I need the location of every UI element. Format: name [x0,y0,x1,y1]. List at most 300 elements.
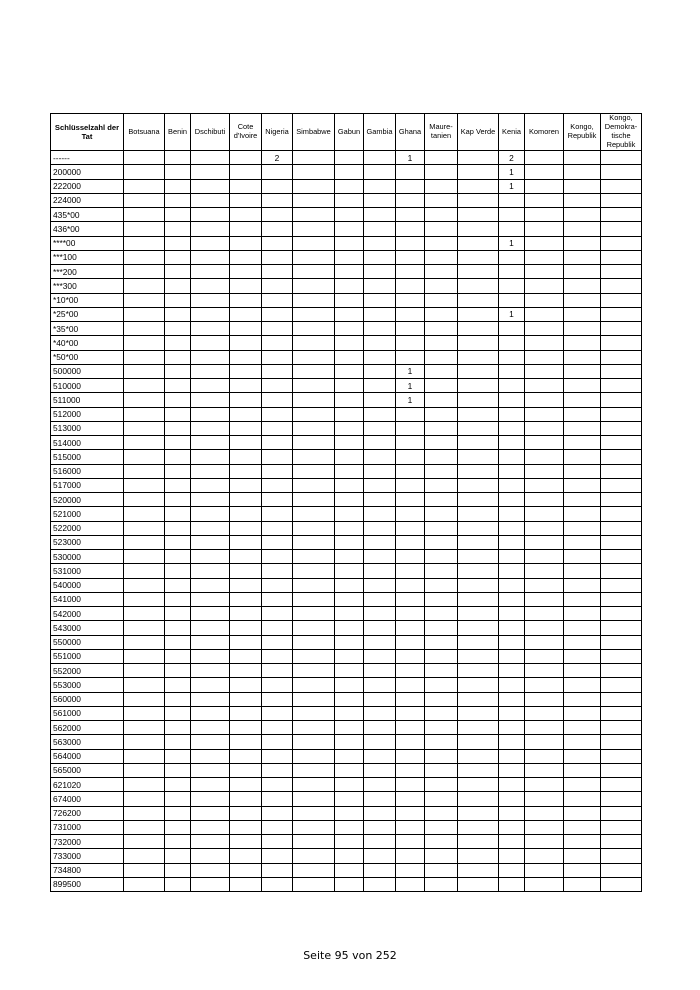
count-cell [601,792,642,806]
count-cell [601,507,642,521]
count-cell [335,236,364,250]
count-cell [124,678,165,692]
count-cell: 1 [499,165,525,179]
count-cell [262,179,293,193]
count-cell [525,735,564,749]
country-column-header: Kongo, Demokra- tische Republik [601,114,642,151]
count-cell [425,293,458,307]
count-cell [124,721,165,735]
count-cell [601,322,642,336]
count-cell [425,222,458,236]
count-cell [396,535,425,549]
header-row [51,114,642,151]
count-cell [458,407,499,421]
count-cell [262,592,293,606]
count-cell [262,763,293,777]
count-cell [525,706,564,720]
count-cell [564,863,601,877]
count-cell [499,464,525,478]
table-row [51,735,642,749]
count-cell [230,806,262,820]
count-cell [165,635,191,649]
count-cell [364,820,396,834]
count-cell [601,165,642,179]
count-cell [335,692,364,706]
count-cell [230,635,262,649]
table-row [51,464,642,478]
count-cell [425,607,458,621]
count-cell [425,436,458,450]
count-cell [564,692,601,706]
count-cell [396,706,425,720]
count-cell [364,279,396,293]
count-cell [165,564,191,578]
count-cell: 2 [262,151,293,165]
count-cell [601,336,642,350]
count-cell [458,165,499,179]
count-cell [425,193,458,207]
count-cell [396,464,425,478]
count-cell [364,364,396,378]
table-row [51,635,642,649]
count-cell [293,421,335,435]
count-cell [364,450,396,464]
count-cell [601,436,642,450]
count-cell [335,336,364,350]
count-cell [262,635,293,649]
count-cell [499,778,525,792]
count-cell [124,307,165,321]
count-cell [191,450,230,464]
count-cell [499,279,525,293]
count-cell [165,322,191,336]
count-cell [165,692,191,706]
offense-key-cell: 543000 [51,621,124,635]
count-cell [564,721,601,735]
count-cell [124,265,165,279]
count-cell [364,250,396,264]
count-cell [293,820,335,834]
count-cell [191,649,230,663]
count-cell [458,322,499,336]
count-cell [564,407,601,421]
count-cell [293,564,335,578]
count-cell [165,863,191,877]
count-cell [525,778,564,792]
count-cell [335,706,364,720]
count-cell [396,436,425,450]
offense-key-cell: 512000 [51,407,124,421]
count-cell [262,564,293,578]
count-cell [425,692,458,706]
count-cell [396,222,425,236]
count-cell [601,193,642,207]
count-cell [191,407,230,421]
count-cell [293,835,335,849]
count-cell [425,749,458,763]
count-cell [124,436,165,450]
count-cell [396,735,425,749]
offense-key-cell: 551000 [51,649,124,663]
count-cell [335,379,364,393]
count-cell [525,421,564,435]
count-cell [335,279,364,293]
count-cell [335,350,364,364]
count-cell [458,721,499,735]
count-cell [396,336,425,350]
count-cell [396,835,425,849]
count-cell [124,863,165,877]
offense-key-cell: 531000 [51,564,124,578]
count-cell [499,763,525,777]
count-cell [499,507,525,521]
offense-key-cell: 510000 [51,379,124,393]
count-cell [425,379,458,393]
table-row [51,820,642,834]
count-cell [601,179,642,193]
count-cell [364,493,396,507]
count-cell [230,179,262,193]
count-cell [364,635,396,649]
count-cell [191,336,230,350]
count-cell [230,336,262,350]
offense-key-cell: 540000 [51,578,124,592]
count-cell [364,193,396,207]
count-cell [564,364,601,378]
count-cell [293,236,335,250]
count-cell [335,393,364,407]
count-cell [262,706,293,720]
country-column-header: Benin [165,114,191,151]
count-cell [124,706,165,720]
count-cell [601,849,642,863]
count-cell [396,407,425,421]
count-cell [230,820,262,834]
count-cell [262,307,293,321]
count-cell [458,578,499,592]
count-cell [165,379,191,393]
count-cell [564,649,601,663]
count-cell [230,236,262,250]
count-cell [165,478,191,492]
table-row [51,521,642,535]
count-cell [124,820,165,834]
count-cell [165,507,191,521]
count-cell [564,436,601,450]
count-cell [601,535,642,549]
count-cell [165,749,191,763]
count-cell [191,151,230,165]
count-cell [165,265,191,279]
count-cell [425,165,458,179]
count-cell [458,820,499,834]
count-cell [525,820,564,834]
count-cell [191,165,230,179]
count-cell [458,493,499,507]
count-cell [525,151,564,165]
count-cell [458,664,499,678]
count-cell [425,578,458,592]
count-cell [335,635,364,649]
count-cell [124,792,165,806]
count-cell [124,151,165,165]
count-cell [230,835,262,849]
count-cell [262,535,293,549]
count-cell [293,193,335,207]
count-cell [425,550,458,564]
count-cell [499,806,525,820]
count-cell [335,436,364,450]
count-cell [293,735,335,749]
table-row [51,578,642,592]
table-row [51,193,642,207]
count-cell [601,250,642,264]
count-cell [191,592,230,606]
offense-key-cell: 530000 [51,550,124,564]
count-cell [262,621,293,635]
count-cell [601,379,642,393]
count-cell [335,835,364,849]
count-cell [458,151,499,165]
table-row [51,763,642,777]
count-cell [564,564,601,578]
count-cell [499,835,525,849]
count-cell [262,507,293,521]
count-cell [262,421,293,435]
count-cell [335,792,364,806]
count-cell [564,493,601,507]
count-cell [525,493,564,507]
count-cell [499,250,525,264]
count-cell [601,421,642,435]
country-column-header: Botsuana [124,114,165,151]
count-cell [165,806,191,820]
count-cell [165,179,191,193]
count-cell: 1 [396,393,425,407]
count-cell [564,450,601,464]
count-cell [335,521,364,535]
count-cell [191,806,230,820]
count-cell [124,550,165,564]
count-cell [458,607,499,621]
count-cell [525,379,564,393]
count-cell [335,621,364,635]
count-cell: 1 [499,307,525,321]
count-cell [396,763,425,777]
offense-key-cell: 511000 [51,393,124,407]
count-cell [335,165,364,179]
count-cell: 1 [499,236,525,250]
count-cell [458,621,499,635]
table-row [51,322,642,336]
count-cell [262,208,293,222]
count-cell [364,721,396,735]
count-cell [601,151,642,165]
count-cell [124,835,165,849]
count-cell [425,208,458,222]
count-cell [396,293,425,307]
count-cell [124,222,165,236]
count-cell [124,336,165,350]
country-column-header: Kongo, Republik [564,114,601,151]
count-cell [458,806,499,820]
count-cell [335,863,364,877]
count-cell [124,564,165,578]
count-cell [564,151,601,165]
count-cell [601,706,642,720]
table-row [51,550,642,564]
count-cell [165,778,191,792]
count-cell [165,721,191,735]
count-cell [230,706,262,720]
count-cell [335,592,364,606]
count-cell [230,307,262,321]
count-cell [191,393,230,407]
count-cell [564,421,601,435]
count-cell [396,849,425,863]
country-column-header: Simbabwe [293,114,335,151]
count-cell [293,436,335,450]
count-cell [124,379,165,393]
count-cell [165,578,191,592]
count-cell [191,350,230,364]
count-cell [364,535,396,549]
count-cell [335,778,364,792]
count-cell [564,165,601,179]
count-cell [165,535,191,549]
count-cell [425,621,458,635]
count-cell [191,265,230,279]
count-cell [458,393,499,407]
offense-key-cell: *10*00 [51,293,124,307]
count-cell [335,364,364,378]
count-cell [165,550,191,564]
count-cell [425,763,458,777]
count-cell [335,421,364,435]
count-cell [499,877,525,891]
count-cell [499,493,525,507]
count-cell [165,193,191,207]
table-header [51,114,642,151]
table-row [51,792,642,806]
count-cell [293,535,335,549]
offense-key-cell: *35*00 [51,322,124,336]
count-cell [230,649,262,663]
count-cell [335,564,364,578]
count-cell [293,792,335,806]
count-cell: 1 [396,364,425,378]
count-cell [335,578,364,592]
count-cell [191,222,230,236]
count-cell [293,464,335,478]
count-cell [364,307,396,321]
count-cell [425,478,458,492]
table-row [51,493,642,507]
count-cell [335,649,364,663]
count-cell [396,635,425,649]
table-row [51,165,642,179]
count-cell [293,507,335,521]
count-cell [601,265,642,279]
table-row [51,421,642,435]
count-cell [396,877,425,891]
table-row [51,379,642,393]
count-cell [525,250,564,264]
count-cell [525,578,564,592]
count-cell [458,749,499,763]
count-cell [564,464,601,478]
count-cell [262,493,293,507]
count-cell [499,664,525,678]
count-cell [458,564,499,578]
count-cell [191,507,230,521]
count-cell [364,692,396,706]
count-cell [458,521,499,535]
count-cell [601,450,642,464]
table-row [51,678,642,692]
count-cell [124,350,165,364]
count-cell [601,835,642,849]
count-cell [601,692,642,706]
offense-key-cell: 520000 [51,493,124,507]
count-cell [124,450,165,464]
count-cell [191,820,230,834]
offense-key-cell: ***200 [51,265,124,279]
count-cell [262,450,293,464]
count-cell [601,293,642,307]
count-cell [165,421,191,435]
count-cell [230,607,262,621]
count-cell [364,336,396,350]
count-cell [525,507,564,521]
offense-key-cell: 564000 [51,749,124,763]
count-cell [230,265,262,279]
count-cell [364,436,396,450]
count-cell [458,236,499,250]
count-cell [425,664,458,678]
count-cell [262,721,293,735]
count-cell [564,179,601,193]
count-cell [396,236,425,250]
count-cell [191,307,230,321]
count-cell [335,507,364,521]
count-cell [499,364,525,378]
count-cell [601,350,642,364]
offense-key-cell: ------ [51,151,124,165]
table-row [51,151,642,165]
count-cell [293,208,335,222]
offense-key-cell: 565000 [51,763,124,777]
count-cell [458,421,499,435]
count-cell [525,165,564,179]
count-cell [499,421,525,435]
count-cell [293,621,335,635]
count-cell [458,706,499,720]
count-cell [458,550,499,564]
count-cell [564,265,601,279]
count-cell [335,763,364,777]
count-cell [262,678,293,692]
count-cell [191,436,230,450]
count-cell [124,664,165,678]
count-cell [564,578,601,592]
count-cell [499,222,525,236]
count-cell [364,564,396,578]
count-cell [499,265,525,279]
count-cell [525,835,564,849]
count-cell [525,649,564,663]
count-cell [165,450,191,464]
